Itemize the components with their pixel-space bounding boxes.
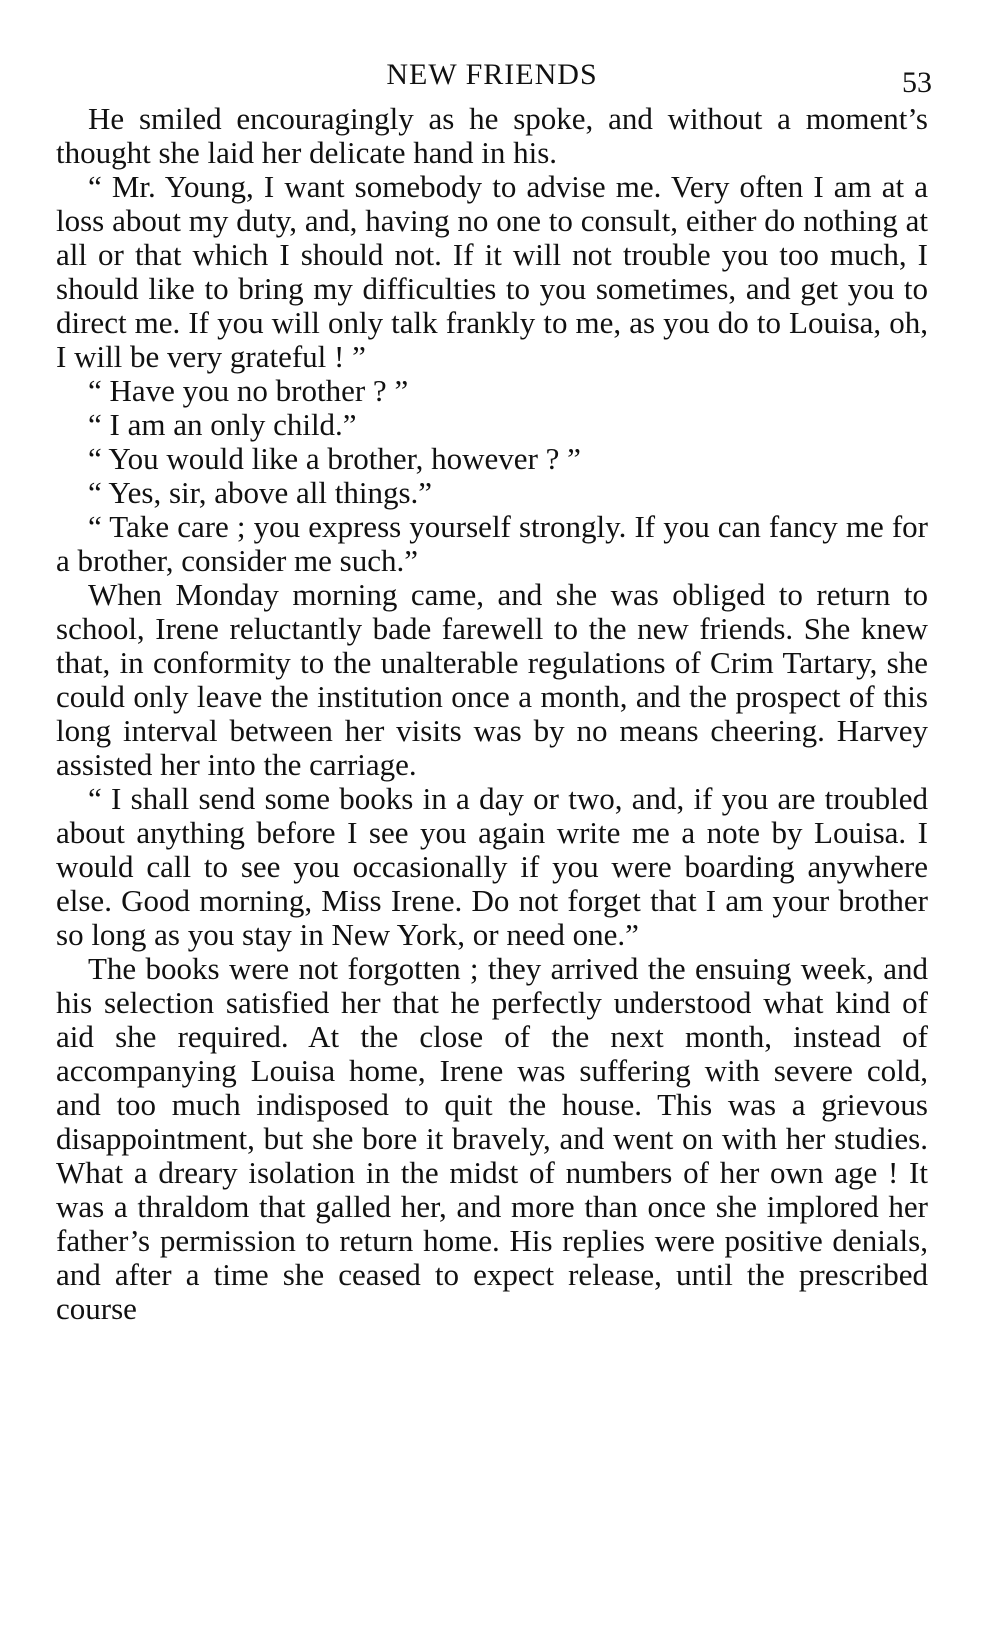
- paragraph: “ I shall send some books in a day or two, and, if you are troubled about anything before I see you again write me a note by Louisa. I would call to see you occasionally if you were boarding anywhere else. Good morning, Miss Irene. Do not forget that I am your brother so long as you stay in New York, or need one.”: [56, 781, 928, 952]
- paragraph: When Monday morning came, and she was obliged to return to school, Irene reluctantly bade farewell to the new friends. She knew that, in conformity to the unalterable regulations of Crim Tartary, she could only leave the institution once a month, and the prospect of this long interval between her visits was by no means cheering. Harvey assisted her into the carriage.: [56, 577, 928, 782]
- book-page: [56, 58, 932, 1326]
- paragraph: He smiled encouragingly as he spoke, and without a moment’s thought she laid her delicate hand in his.: [56, 101, 928, 170]
- paragraph: “ Have you no brother ? ”: [88, 373, 409, 408]
- paragraph: “ Take care ; you express yourself strongly. If you can fancy me for a brother, consider me such.”: [56, 509, 928, 578]
- paragraph: “ You would like a brother, however ? ”: [88, 441, 581, 476]
- paragraph: “ I am an only child.”: [88, 407, 357, 442]
- running-title: NEW FRIENDS: [386, 58, 598, 91]
- page-number: 53: [902, 66, 932, 99]
- paragraph: “ Yes, sir, above all things.”: [88, 475, 433, 510]
- paragraph: “ Mr. Young, I want somebody to advise me. Very often I am at a loss about my duty, and, having no one to consult, either do nothing at all or that which I should not. If it will not trouble you too much, I should like to bring my difficulties to you sometimes, and get you to direct me. If you will only talk frankly to me, as you do to Louisa, oh, I will be very grateful ! ”: [56, 169, 928, 374]
- paragraph: The books were not forgotten ; they arrived the ensuing week, and his selection satisfied her that he perfectly understood what kind of aid she required. At the close of the next month, instead of accompanying Louisa home, Irene was suffering with severe cold, and too much indisposed to quit the house. This was a grievous disappointment, but she bore it bravely, and went on with her studies. What a dreary isolation in the midst of numbers of her own age ! It was a thraldom that galled her, and more than once she implored her father’s permission to return home. His replies were positive denials, and after a time she ceased to expect release, until the prescribed course: [56, 951, 928, 1326]
- body-text: [56, 102, 928, 1326]
- running-head: [56, 58, 932, 102]
